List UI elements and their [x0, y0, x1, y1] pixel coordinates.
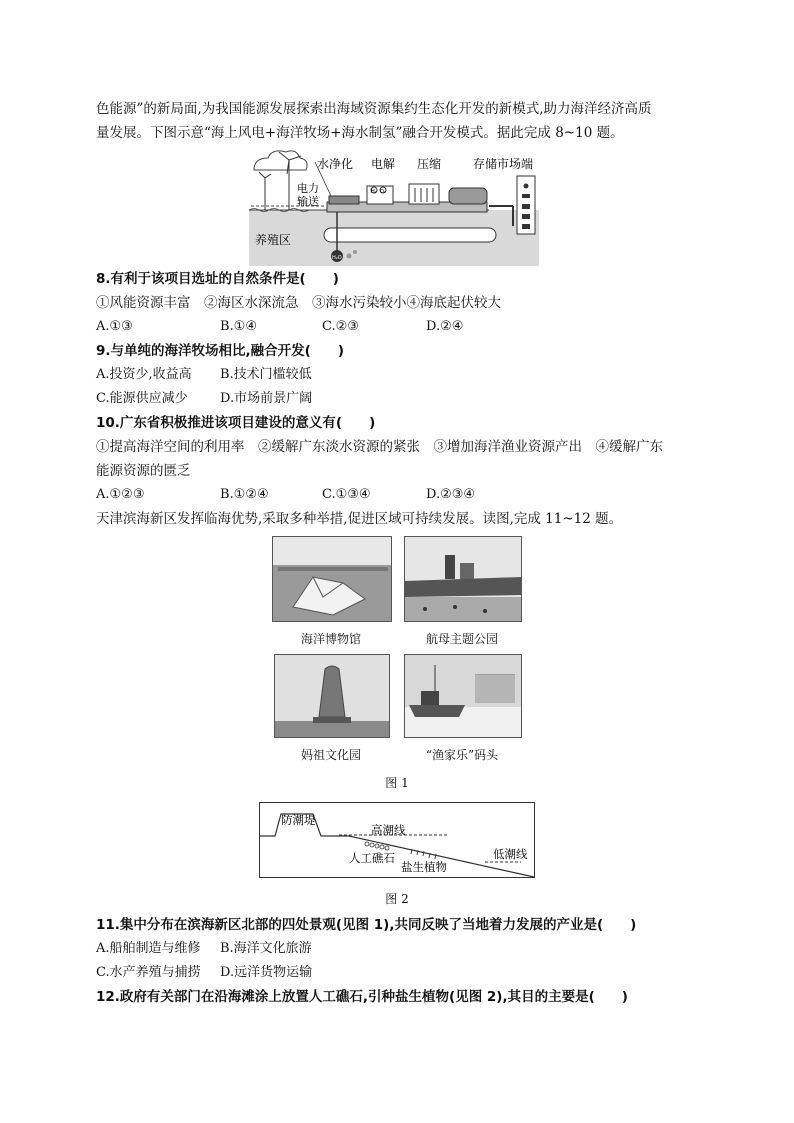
label-power-1: 电力: [297, 182, 319, 195]
label-reef: 人工礁石: [349, 851, 395, 865]
label-farm-area: 养殖区: [255, 233, 292, 247]
q10-stem: 10.广东省积极推进该项目建设的意义有( ): [96, 415, 376, 431]
fusion-mode-diagram: [249, 148, 539, 266]
label-power-2: 输送: [297, 195, 319, 208]
q8-option-b[interactable]: B.①④: [220, 319, 257, 334]
q11-option-d[interactable]: D.远洋货物运输: [220, 965, 313, 980]
q10-option-c[interactable]: C.①③④: [322, 487, 371, 502]
q8-option-a[interactable]: A.①③: [96, 319, 133, 334]
q10-statements-2: 能源资源的匮乏: [96, 463, 191, 479]
label-compress: 压缩: [417, 157, 442, 171]
q9-option-a[interactable]: A.投资少,收益高: [96, 367, 192, 382]
label-o2: O₂: [380, 189, 386, 195]
q9-option-d[interactable]: D.市场前景广阔: [220, 391, 313, 406]
q10-statements-1: ①提高海洋空间的利用率 ②缓解广东淡水资源的紧张 ③增加海洋渔业资源产出 ④缓解广东: [96, 439, 663, 455]
label-seawall: 防潮堤: [281, 813, 316, 827]
q9-stem: 9.与单纯的海洋牧场相比,融合开发( ): [96, 343, 344, 359]
q10-option-a[interactable]: A.①②③: [96, 487, 145, 502]
q11-option-a[interactable]: A.船舶制造与维修: [96, 941, 201, 956]
caption-mazu-park: 妈祖文化园: [300, 748, 361, 762]
mazu-park-photo: [274, 654, 390, 738]
label-electrolysis: 电解: [371, 157, 396, 171]
storage-tank: [449, 188, 487, 204]
figure1-title: 图 1: [385, 776, 409, 790]
label-salt-plants: 盐生植物: [401, 860, 447, 874]
compressor: [409, 184, 439, 204]
q8-conditions: ①风能资源丰富 ②海区水深流急 ③海水污染较小④海底起伏较大: [96, 295, 501, 311]
label-h2o: H₂O: [332, 255, 342, 261]
intro-line-2: 量发展。下图示意“海上风电+海洋牧场+海水制氢”融合开发模式。据此完成 8~10 题。: [96, 125, 624, 141]
caption-fishing-pier: “渔家乐”码头: [425, 748, 499, 762]
label-h2: H₂: [371, 189, 377, 195]
q12-stem: 12.政府有关部门在沿海滩涂上放置人工礁石,引种盐生植物(见图 2),其目的主要是( ): [96, 989, 628, 1005]
ocean-museum-photo: [272, 536, 392, 622]
q8-option-c[interactable]: C.②③: [322, 319, 359, 334]
q10-option-d[interactable]: D.②③④: [426, 487, 476, 502]
caption-ocean-museum: 海洋博物馆: [300, 632, 361, 646]
caption-carrier-park: 航母主题公园: [425, 632, 498, 646]
q11-stem: 11.集中分布在滨海新区北部的四处景观(见图 1),共同反映了当地着力发展的产业是( ): [96, 917, 637, 933]
label-high-tide: 高潮线: [371, 823, 406, 837]
label-storage: 存储: [473, 157, 498, 171]
q11-option-c[interactable]: C.水产养殖与捕捞: [96, 965, 201, 980]
label-water-purify: 水净化: [317, 157, 354, 171]
carrier-park-photo: [404, 536, 522, 622]
fishing-pier-photo: [404, 654, 522, 738]
figure2-title: 图 2: [385, 892, 409, 906]
label-market: 市场端: [497, 157, 534, 171]
intro-2: 天津滨海新区发挥临海优势,采取多种举措,促进区域可持续发展。读图,完成 11~12 题。: [96, 511, 623, 527]
farm-pipe: [324, 228, 496, 242]
q8-option-d[interactable]: D.②④: [426, 319, 464, 334]
label-low-tide: 低潮线: [493, 847, 528, 861]
q10-option-b[interactable]: B.①②④: [220, 487, 269, 502]
intro-line-1: 色能源”的新局面,为我国能源发展探索出海域资源集约生态化开发的新模式,助力海洋经济高质: [96, 101, 652, 117]
tidal-flat-diagram: [259, 802, 535, 878]
q11-option-b[interactable]: B.海洋文化旅游: [220, 941, 312, 956]
q9-option-c[interactable]: C.能源供应减少: [96, 391, 188, 406]
q8-stem: 8.有利于该项目选址的自然条件是( ): [96, 271, 339, 287]
q9-option-b[interactable]: B.技术门槛较低: [220, 367, 312, 382]
